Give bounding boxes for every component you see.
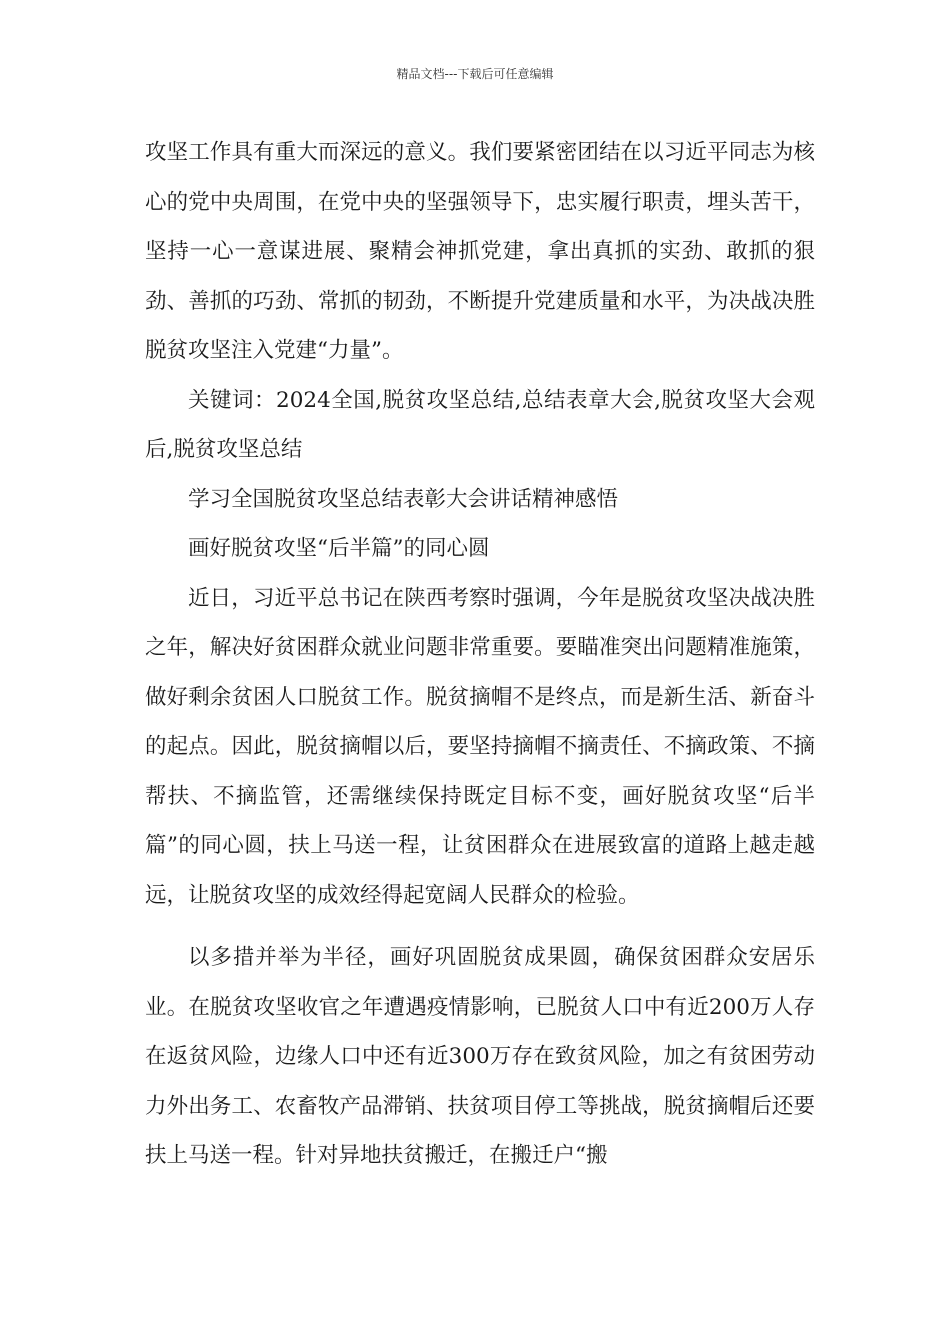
page-header: 精品文档---下载后可任意编辑 bbox=[396, 67, 554, 81]
paragraph-body-1: 近日，习近平总书记在陕西考察时强调，今年是脱贫攻坚决战决胜之年，解决好贫困群众就业问题非常重要。要瞄准突出问题精准施策，做好剩余贫困人口脱贫工作。脱贫摘帽不是终点，而是新生活、新奋斗的起点。因此，脱贫摘帽以后，要坚持摘帽不摘责任、不摘政策、不摘帮扶、不摘监管，还需继续保持既定目标不变，画好脱贫攻坚“后半篇”的同心圆，扶上马送一程，让贫困群众在进展致富的道路上越走越远，让脱贫攻坚的成效经得起宽阔人民群众的检验。 bbox=[145, 585, 815, 908]
paragraph-body-2: 以多措并举为半径，画好巩固脱贫成果圆，确保贫困群众安居乐业。在脱贫攻坚收官之年遭遇疫情影响，已脱贫人口中有近200万人存在返贫风险，边缘人口中还有近300万存在致贫风险，加之有贫困劳动力外出务工、农畜牧产品滞销、扶贫项目停工等挑战，脱贫摘帽后还要扶上马送一程。针对异地扶贫搬迁，在搬迁户“搬 bbox=[145, 945, 815, 1168]
paragraph-keywords: 关键词：2024全国,脱贫攻坚总结,总结表章大会,脱贫攻坚大会观后,脱贫攻坚总结 bbox=[145, 387, 815, 462]
paragraph-continuation: 攻坚工作具有重大而深远的意义。我们要紧密团结在以习近平同志为核心的党中央周围，在党中央的坚强领导下，忠实履行职责，埋头苦干，坚持一心一意谋进展、聚精会神抓党建，拿出真抓的实劲、敢抓的狠劲、善抓的巧劲、常抓的韧劲，不断提升党建质量和水平，为决战决胜脱贫攻坚注入党建“力量”。 bbox=[145, 140, 815, 363]
document-body bbox=[145, 128, 815, 1181]
section-subtitle: 画好脱贫攻坚“后半篇”的同心圆 bbox=[188, 536, 490, 561]
section-title: 学习全国脱贫攻坚总结表彰大会讲话精神感悟 bbox=[188, 486, 619, 512]
